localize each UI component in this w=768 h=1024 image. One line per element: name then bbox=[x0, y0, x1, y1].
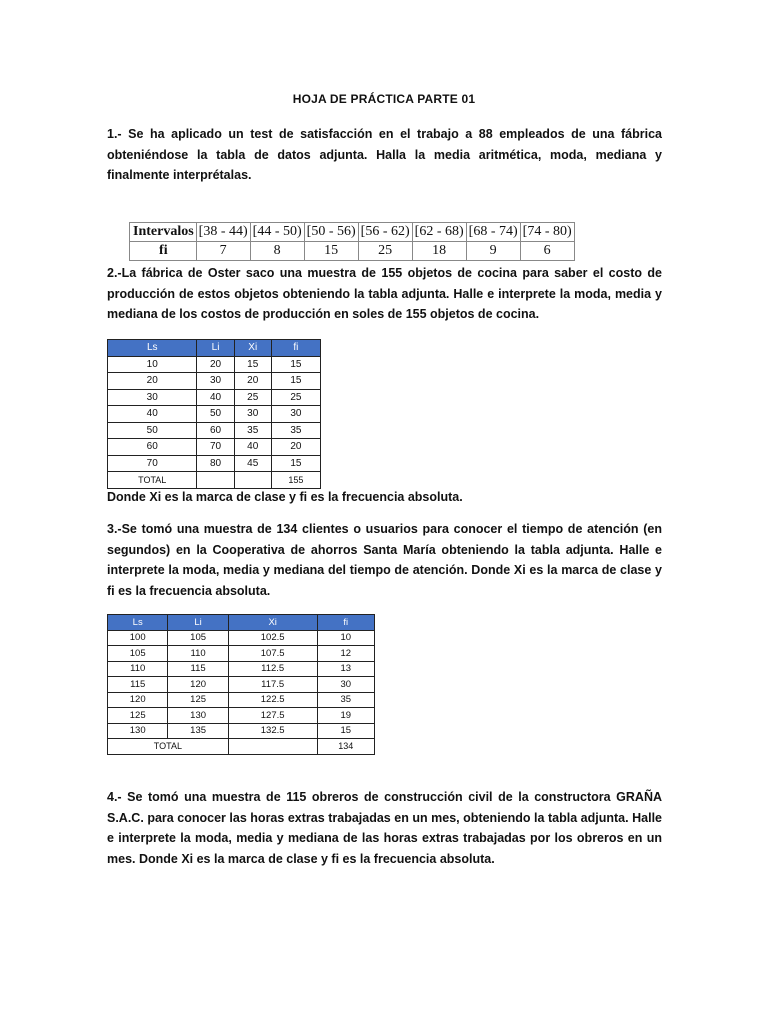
table-cell: 125 bbox=[108, 708, 168, 724]
fi-cell: 7 bbox=[196, 242, 250, 261]
table-row bbox=[108, 723, 375, 739]
table-cell: 70 bbox=[108, 455, 197, 472]
table-row bbox=[108, 646, 375, 662]
fi-cell: 18 bbox=[412, 242, 466, 261]
interval-cell: [68 - 74) bbox=[466, 223, 520, 242]
table-cell: 30 bbox=[317, 677, 374, 693]
table-cell: 112.5 bbox=[228, 661, 317, 677]
table-cell: 120 bbox=[168, 677, 228, 693]
table-cell: 130 bbox=[168, 708, 228, 724]
table-cell: 50 bbox=[197, 406, 234, 423]
fi-cell: 15 bbox=[304, 242, 358, 261]
fi-cell: 6 bbox=[520, 242, 574, 261]
fi-cell: 8 bbox=[250, 242, 304, 261]
table-cell: 80 bbox=[197, 455, 234, 472]
table-cell: 40 bbox=[108, 406, 197, 423]
question-3-table bbox=[107, 614, 375, 755]
table-cell: 20 bbox=[234, 373, 271, 390]
question-2-table bbox=[107, 339, 321, 489]
table-cell: 30 bbox=[271, 406, 320, 423]
table-cell: 105 bbox=[168, 630, 228, 646]
table-cell: 40 bbox=[197, 389, 234, 406]
interval-cell: [44 - 50) bbox=[250, 223, 304, 242]
table-cell: 130 bbox=[108, 723, 168, 739]
table-row bbox=[108, 406, 321, 423]
table-cell: 10 bbox=[317, 630, 374, 646]
table-cell: 122.5 bbox=[228, 692, 317, 708]
table-cell: 12 bbox=[317, 646, 374, 662]
table-row bbox=[108, 630, 375, 646]
table-cell: 13 bbox=[317, 661, 374, 677]
table-cell: 115 bbox=[108, 677, 168, 693]
table-cell: 100 bbox=[108, 630, 168, 646]
table-cell: 105 bbox=[108, 646, 168, 662]
total-empty-cell bbox=[234, 472, 271, 489]
question-4-text: 4.- Se tomó una muestra de 115 obreros de construcción civil de la constructora GRAÑA S.A.C. para conocer las horas extras trabajadas en un mes, obteniendo la tabla adjunta. Halle e interprete la moda, media y mediana de las horas extras trabajadas por los obreros en un mes. Donde Xi es la marca de clase y fi es la frecuencia absoluta. bbox=[107, 790, 662, 866]
table-row bbox=[108, 422, 321, 439]
table-cell: 40 bbox=[234, 439, 271, 456]
total-value: 155 bbox=[271, 472, 320, 489]
column-header-xi: Xi bbox=[228, 615, 317, 631]
table-cell: 20 bbox=[197, 356, 234, 373]
column-header-li: Li bbox=[197, 340, 234, 357]
table-cell: 20 bbox=[271, 439, 320, 456]
table-cell: 30 bbox=[234, 406, 271, 423]
table-row bbox=[108, 356, 321, 373]
table-cell: 30 bbox=[197, 373, 234, 390]
fi-cell: 9 bbox=[466, 242, 520, 261]
table-cell: 45 bbox=[234, 455, 271, 472]
table-cell: 15 bbox=[234, 356, 271, 373]
total-label: TOTAL bbox=[108, 739, 229, 755]
question-1-text: 1.- Se ha aplicado un test de satisfacción en el trabajo a 88 empleados de una fábrica obteniéndose la tabla de datos adjunta. Halla la media aritmética, moda, mediana y finalmente interprétalas. bbox=[107, 127, 662, 182]
table-row bbox=[108, 439, 321, 456]
column-header-li: Li bbox=[168, 615, 228, 631]
page-title: HOJA DE PRÁCTICA PARTE 01 bbox=[292, 92, 476, 106]
column-header-ls: Ls bbox=[108, 340, 197, 357]
table-cell: 117.5 bbox=[228, 677, 317, 693]
interval-cell: [56 - 62) bbox=[358, 223, 412, 242]
column-header-fi: fi bbox=[271, 340, 320, 357]
table-cell: 135 bbox=[168, 723, 228, 739]
table-cell: 30 bbox=[108, 389, 197, 406]
table-row bbox=[108, 677, 375, 693]
table-cell: 25 bbox=[234, 389, 271, 406]
question-3-table-body bbox=[108, 630, 375, 739]
table-row bbox=[108, 455, 321, 472]
column-header-ls: Ls bbox=[108, 615, 168, 631]
question-2-text: 2.-La fábrica de Oster saco una muestra de 155 objetos de cocina para saber el costo de producción de estos objetos obteniendo la tabla adjunta. Halle e interprete la moda, media y mediana de los costos de producción en soles de 155 objetos de cocina. bbox=[107, 266, 662, 321]
table-cell: 120 bbox=[108, 692, 168, 708]
question-2-table-body bbox=[108, 356, 321, 472]
table-cell: 35 bbox=[317, 692, 374, 708]
table-cell: 10 bbox=[108, 356, 197, 373]
table-cell: 20 bbox=[108, 373, 197, 390]
question-2-note: Donde Xi es la marca de clase y fi es la frecuencia absoluta. bbox=[107, 490, 463, 504]
table-cell: 115 bbox=[168, 661, 228, 677]
total-empty-cell bbox=[197, 472, 234, 489]
table-cell: 60 bbox=[108, 439, 197, 456]
table-cell: 132.5 bbox=[228, 723, 317, 739]
table-cell: 15 bbox=[271, 356, 320, 373]
table-row bbox=[108, 373, 321, 390]
interval-cell: [38 - 44) bbox=[196, 223, 250, 242]
table-cell: 50 bbox=[108, 422, 197, 439]
question-1-table bbox=[129, 222, 575, 261]
table-cell: 15 bbox=[271, 373, 320, 390]
table-cell: 107.5 bbox=[228, 646, 317, 662]
table-cell: 60 bbox=[197, 422, 234, 439]
interval-cell: [62 - 68) bbox=[412, 223, 466, 242]
table-row bbox=[108, 661, 375, 677]
table-cell: 70 bbox=[197, 439, 234, 456]
table-cell: 19 bbox=[317, 708, 374, 724]
interval-cell: [74 - 80) bbox=[520, 223, 574, 242]
table-cell: 110 bbox=[108, 661, 168, 677]
table-row bbox=[108, 708, 375, 724]
table-cell: 125 bbox=[168, 692, 228, 708]
table-row bbox=[108, 389, 321, 406]
table-cell: 127.5 bbox=[228, 708, 317, 724]
table-cell: 35 bbox=[271, 422, 320, 439]
question-3-text: 3.-Se tomó una muestra de 134 clientes o usuarios para conocer el tiempo de atención (en segundos) en la Cooperativa de ahorros Santa María obteniendo la tabla adjunta. Halle e interprete la moda, media y mediana del tiempo de atención. Donde Xi es la marca de clase y fi es la frecuencia absoluta. bbox=[107, 522, 662, 598]
table-row bbox=[108, 692, 375, 708]
table-cell: 35 bbox=[234, 422, 271, 439]
column-header-xi: Xi bbox=[234, 340, 271, 357]
total-label: TOTAL bbox=[108, 472, 197, 489]
table-cell: 25 bbox=[271, 389, 320, 406]
fi-cell: 25 bbox=[358, 242, 412, 261]
total-value: 134 bbox=[317, 739, 374, 755]
intervals-row-label: Intervalos bbox=[130, 223, 197, 242]
table-cell: 102.5 bbox=[228, 630, 317, 646]
interval-cell: [50 - 56) bbox=[304, 223, 358, 242]
column-header-fi: fi bbox=[317, 615, 374, 631]
total-empty-cell bbox=[228, 739, 317, 755]
fi-row-label: fi bbox=[130, 242, 197, 261]
table-cell: 15 bbox=[271, 455, 320, 472]
table-cell: 110 bbox=[168, 646, 228, 662]
table-cell: 15 bbox=[317, 723, 374, 739]
